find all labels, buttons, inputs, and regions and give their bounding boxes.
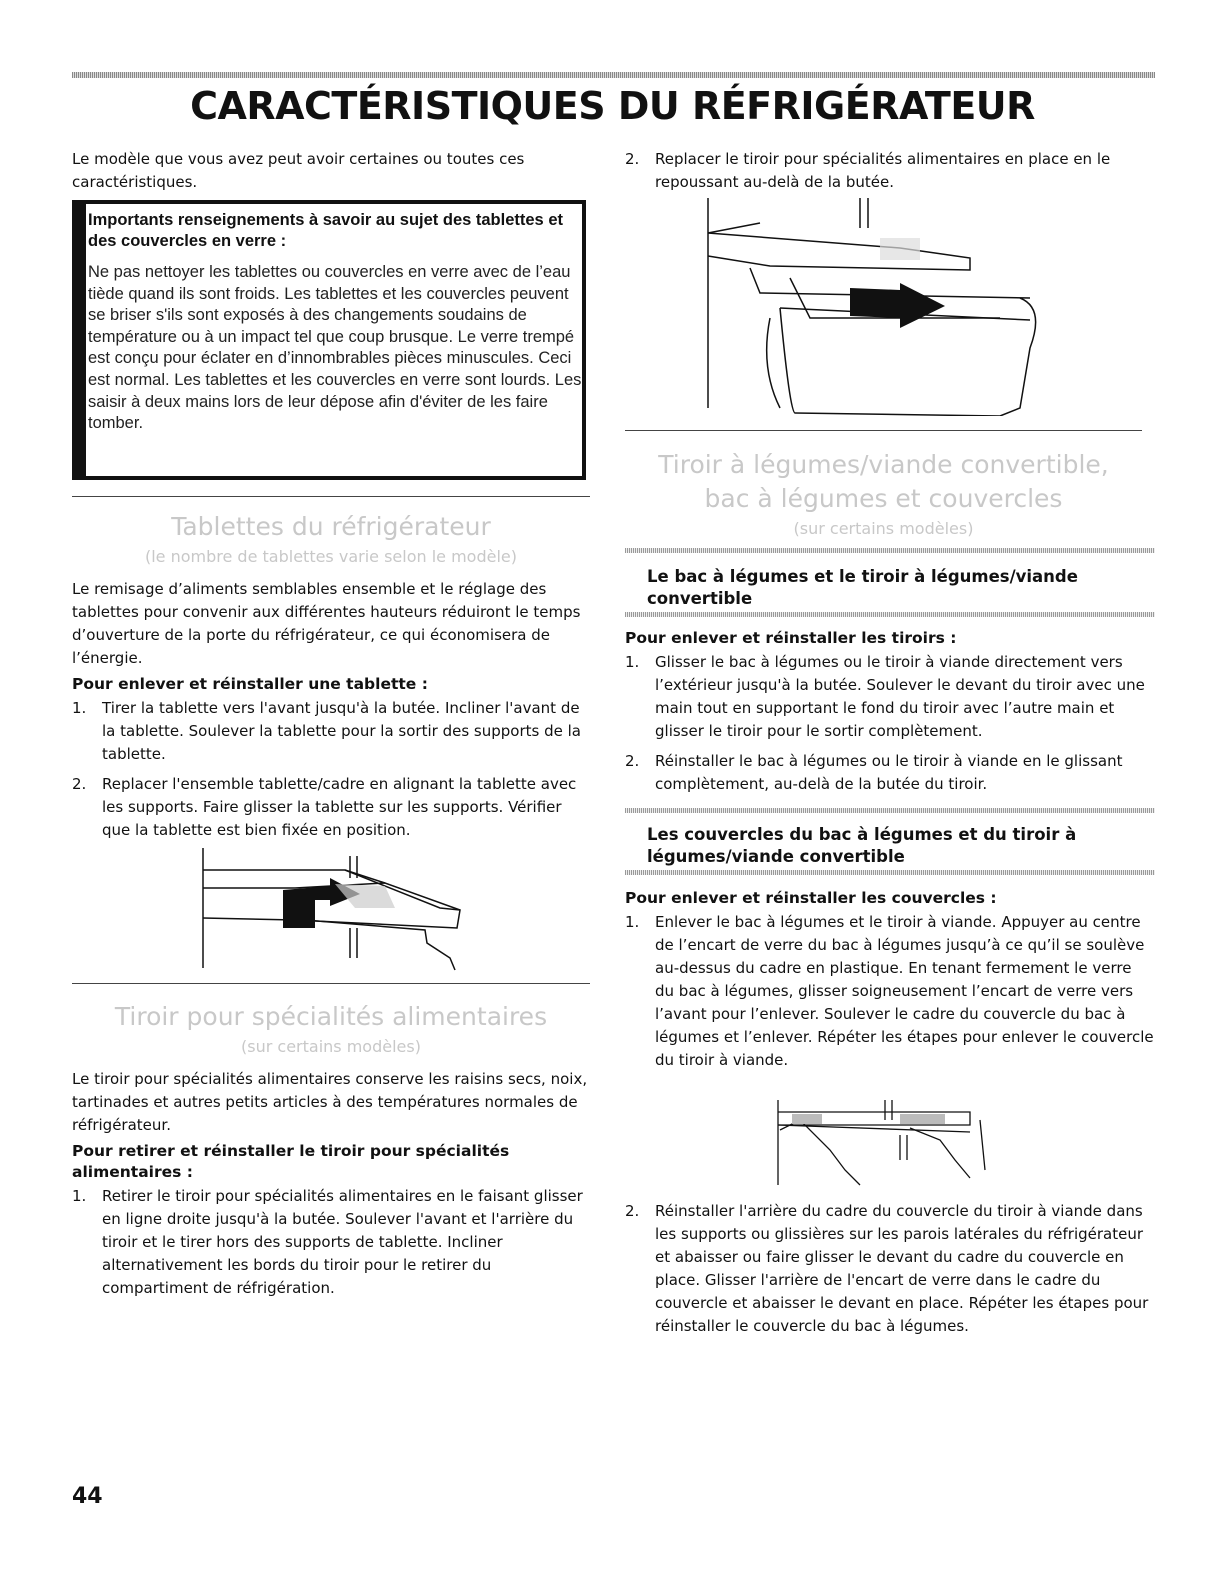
dotted-rule: [625, 870, 1155, 875]
specialty-section-header: [72, 1000, 590, 1058]
crisper-heading-line1: Tiroir à légumes/viande convertible,: [658, 450, 1109, 479]
shelves-heading: Tablettes du réfrigérateur: [171, 512, 491, 541]
list-number: 2.: [625, 150, 640, 168]
list-item: [625, 1200, 1155, 1338]
crisper-subheading: (sur certains modèles): [793, 519, 974, 538]
dotted-rule: [625, 612, 1155, 617]
list-text: Replacer l'ensemble tablette/cadre en alignant la tablette avec les supports. Faire glisser la tablette sur les supports. Vérifier que la tablette est bien fixée en position.: [102, 775, 577, 839]
crisper-cover-illustration: [770, 1100, 1000, 1190]
specialty-intro: Le tiroir pour spécialités alimentaires conserve les raisins secs, noix, tartinades et autres petits articles à des températures normales de réfrigérateur.: [72, 1070, 588, 1134]
drawers-steps-heading: Pour enlever et réinstaller les tiroirs :: [625, 629, 957, 647]
section-divider: [625, 430, 1142, 431]
specialty-drawer-illustration: [700, 198, 1045, 416]
list-text: Retirer le tiroir pour spécialités alimentaires en le faisant glisser en ligne droite jusqu'à la butée. Soulever l'avant et l'arrière du tiroir et le tirer hors des supports de tablette. Incliner alternativement les bords du tiroir pour le retirer du compartiment de réfrigération.: [102, 1187, 583, 1297]
intro-text: [72, 148, 594, 194]
intro-paragraph: Le modèle que vous avez peut avoir certaines ou toutes ces caractéristiques.: [72, 150, 525, 191]
specialty-steps-heading: Pour retirer et réinstaller le tiroir pour spécialités alimentaires :: [72, 1142, 510, 1181]
shelves-steps-heading: Pour enlever et réinstaller une tablette :: [72, 675, 428, 693]
shelf-removal-illustration: [195, 848, 475, 973]
list-number: 1.: [72, 699, 87, 717]
list-item: [625, 148, 1155, 194]
dotted-rule: [625, 548, 1155, 553]
warning-body: Ne pas nettoyer les tablettes ou couvercles en verre avec de l’eau tiède quand ils sont froids. Les tablettes et les couvercles peuvent se briser s'ils sont exposés à des changements soudains de température ou à un impact tel que coup brusque. Le verre trempé est conçu pour éclater en d’innombrables pièces minuscules. Ceci est normal. Les tablettes et les couvercles en verre sont lourds. Les saisir à deux mains lors de leur dépose afin d'éviter de les faire tomber.: [88, 263, 582, 433]
warning-box: [72, 200, 586, 480]
shelves-content: [72, 578, 594, 849]
specialty-step-2: [625, 148, 1155, 201]
list-text: Enlever le bac à légumes et le tiroir à viande. Appuyer au centre de l’encart de verre du bac à légumes jusqu’à ce qu’il se soulève au-dessus du cadre en plastique. En tenant fermement le verre du bac à légumes, glisser soigneusement l’encart de verre vers l’avant pour l’enlever. Soulever le cadre du couvercle du bac à légumes et l’enlever. Répéter les étapes pour enlever le couvercle du tiroir à viande.: [655, 913, 1154, 1069]
crisper-sub1-heading: Le bac à légumes et le tiroir à légumes/viande convertible: [647, 567, 1078, 608]
crisper-sub2-heading: Les couvercles du bac à légumes et du tiroir à légumes/viande convertible: [647, 825, 1077, 866]
shelves-section-header: [72, 510, 590, 568]
section-divider: [72, 983, 590, 984]
list-item: [625, 750, 1155, 796]
shelves-subheading: (le nombre de tablettes varie selon le modèle): [144, 547, 517, 566]
crisper-section-header: [625, 448, 1142, 540]
page-title: CARACTÉRISTIQUES DU RÉFRIGÉRATEUR: [190, 84, 1035, 128]
list-text: Réinstaller l'arrière du cadre du couvercle du tiroir à viande dans les supports ou glissières sur les parois latérales du réfrigérateur et abaisser ou faire glisser le devant du cadre du couvercle en place. Glisser l'arrière de l'encart de verre dans le cadre du couvercle et abaisser le devant en place. Répéter les étapes pour réinstaller le couvercle du bac à légumes.: [655, 1202, 1149, 1335]
crisper-covers-content: [625, 884, 1155, 1079]
list-number: 2.: [72, 775, 87, 793]
crisper-drawers-content: [625, 624, 1155, 803]
specialty-heading: Tiroir pour spécialités alimentaires: [114, 1002, 548, 1031]
list-item: [72, 773, 594, 842]
list-text: Réinstaller le bac à légumes ou le tiroir à viande en le glissant complètement, au-delà de la butée du tiroir.: [655, 752, 1123, 793]
list-text: Glisser le bac à légumes ou le tiroir à viande directement vers l’extérieur jusqu'à la butée. Soulever le devant du tiroir avec une main tout en supportant le fond du tiroir avec l’autre main et glisser le tiroir pour le sortir complètement.: [655, 653, 1145, 740]
list-number: 2.: [625, 1202, 640, 1220]
page-number: 44: [72, 1484, 103, 1509]
crisper-sub1-heading-block: [625, 562, 1127, 612]
warning-title: Importants renseignements à savoir au sujet des tablettes et des couvercles en verre :: [88, 211, 563, 250]
shelves-intro: Le remisage d’aliments semblables ensemble et le réglage des tablettes pour convenir aux différentes hauteurs réduiront le temps d’ouverture de la porte du réfrigérateur, ce qui économisera de l’énergie.: [72, 580, 581, 667]
covers-steps-heading: Pour enlever et réinstaller les couvercles :: [625, 889, 997, 907]
top-dotted-rule: [72, 72, 1155, 78]
list-number: 1.: [72, 1187, 87, 1205]
specialty-subheading: (sur certains modèles): [241, 1037, 421, 1056]
list-text: Replacer le tiroir pour spécialités alimentaires en place en le repoussant au-delà de la butée.: [655, 150, 1111, 191]
list-number: 2.: [625, 752, 640, 770]
crisper-sub2-heading-block: [625, 820, 1127, 870]
list-item: [625, 911, 1155, 1072]
list-item: [72, 1185, 594, 1300]
list-item: [625, 651, 1155, 743]
list-number: 1.: [625, 653, 640, 671]
list-number: 1.: [625, 913, 640, 931]
covers-step-2: [625, 1200, 1155, 1345]
section-divider: [72, 496, 590, 497]
list-item: [72, 697, 594, 766]
list-text: Tirer la tablette vers l'avant jusqu'à la butée. Incliner l'avant de la tablette. Soulever la tablette pour la sortir des supports de la tablette.: [102, 699, 581, 763]
crisper-heading-line2: bac à légumes et couvercles: [704, 484, 1063, 513]
dotted-rule: [625, 808, 1155, 813]
specialty-content: [72, 1068, 594, 1307]
